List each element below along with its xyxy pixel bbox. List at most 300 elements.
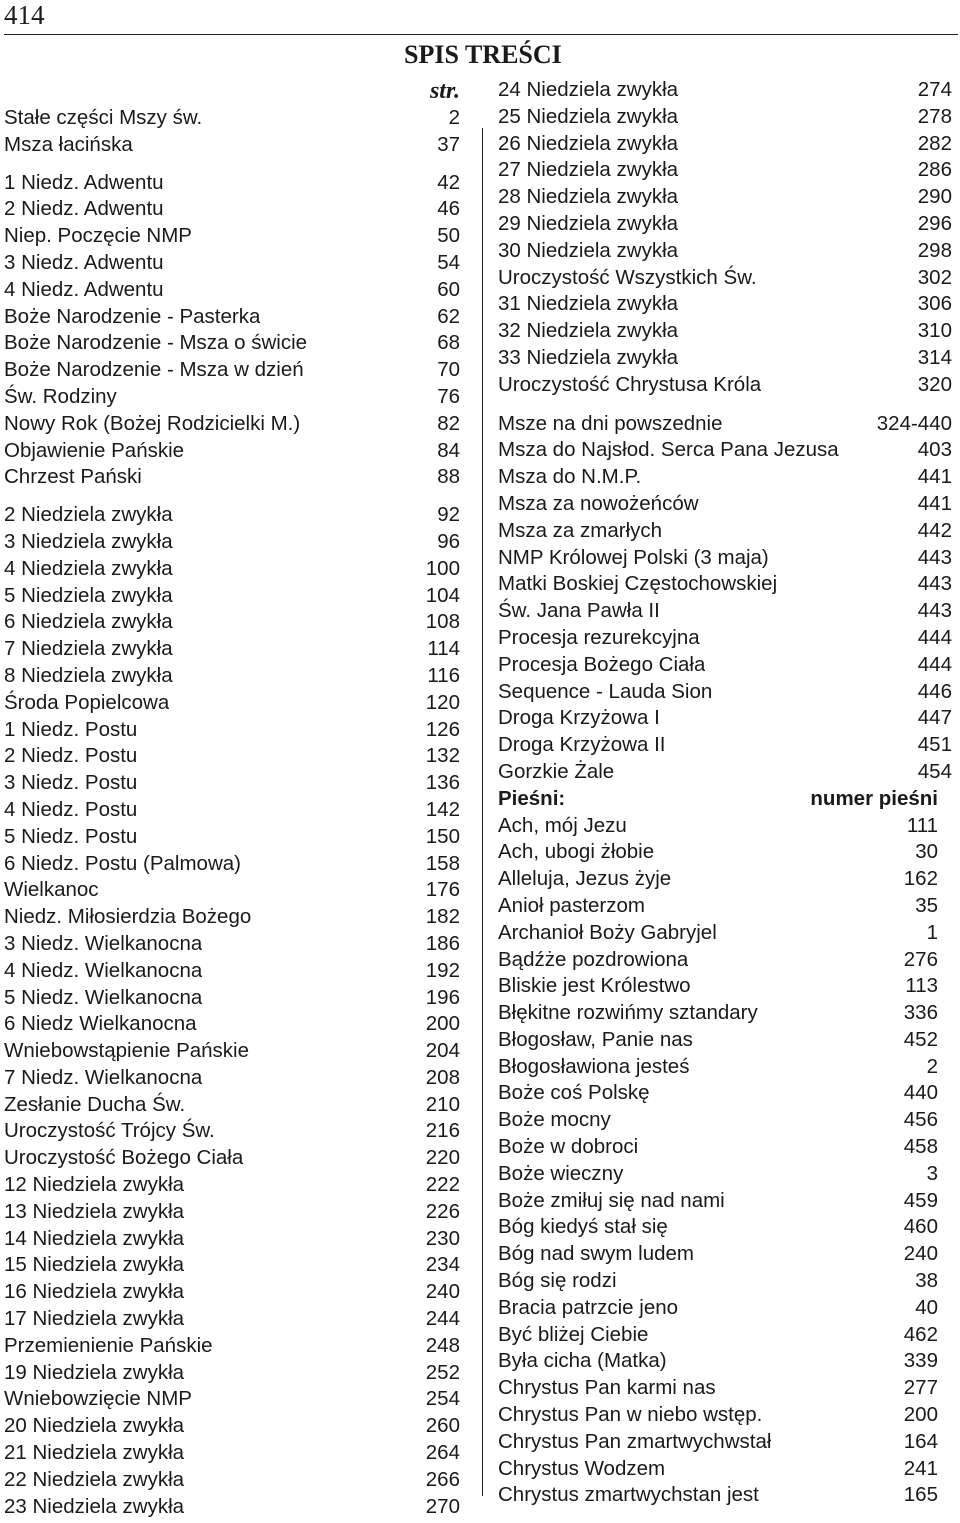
entry-page: 38 [915, 1269, 938, 1293]
toc-entry [498, 345, 952, 372]
song-entry [498, 1295, 952, 1322]
entry-page: 196 [425, 985, 460, 1009]
entry-title: Boże Narodzenie - Pasterka [4, 304, 261, 328]
song-entry [498, 1080, 952, 1107]
toc-entry [498, 437, 952, 464]
entry-page: 162 [903, 867, 938, 891]
toc-entry [4, 1038, 460, 1065]
entry-page: 446 [917, 679, 952, 703]
entry-page: 241 [903, 1456, 938, 1480]
song-entry [498, 1348, 952, 1375]
toc-entry [4, 636, 460, 663]
toc-entry [4, 1413, 460, 1440]
toc-entry [4, 529, 460, 556]
entry-page: 226 [425, 1199, 460, 1223]
entry-title: 5 Niedz. Wielkanocna [4, 985, 203, 1009]
entry-title: NMP Królowej Polski (3 maja) [498, 545, 769, 569]
entry-page: 248 [425, 1333, 460, 1357]
toc-entry [498, 705, 952, 732]
entry-page: 264 [425, 1441, 460, 1465]
entry-title: Chrystus Pan karmi nas [498, 1376, 716, 1400]
entry-page: 454 [917, 759, 952, 783]
song-entry [498, 839, 952, 866]
toc-group [4, 105, 460, 159]
entry-title: Boże wieczny [498, 1161, 624, 1185]
entry-title: 29 Niedziela zwykła [498, 211, 679, 235]
entry-page: 158 [425, 851, 460, 875]
entry-title: Wniebowstąpienie Pańskie [4, 1039, 249, 1063]
entry-title: 12 Niedziela zwykła [4, 1173, 185, 1197]
toc-entry [4, 717, 460, 744]
entry-page: 452 [903, 1027, 938, 1051]
entry-page: 1 [926, 920, 938, 944]
entry-page: 234 [425, 1253, 460, 1277]
toc-entry [4, 330, 460, 357]
song-entry [498, 1000, 952, 1027]
entry-title: Droga Krzyżowa II [498, 733, 666, 757]
toc-entry [4, 1306, 460, 1333]
entry-page: 314 [917, 345, 952, 369]
entry-title: Wniebowzięcie NMP [4, 1387, 192, 1411]
entry-page: 142 [425, 797, 460, 821]
entry-page: 444 [917, 652, 952, 676]
entry-title: Chrzest Pański [4, 465, 142, 489]
entry-title: Msza do Najsłod. Serca Pana Jezusa [498, 438, 839, 462]
song-entry [498, 1188, 952, 1215]
entry-page: 2 [448, 106, 460, 129]
entry-title: Błogosław, Panie nas [498, 1027, 693, 1051]
entry-title: Sequence - Lauda Sion [498, 679, 713, 703]
entry-title: Chrystus Wodzem [498, 1456, 666, 1480]
toc-entry [498, 411, 952, 438]
column-divider [482, 128, 483, 1496]
entry-page: 113 [905, 974, 938, 998]
entry-page: 210 [425, 1092, 460, 1116]
toc-entry [4, 904, 460, 931]
toc-entry [498, 464, 952, 491]
entry-title: 2 Niedz. Postu [4, 744, 138, 768]
entry-page: 276 [903, 947, 938, 971]
entry-title: Procesja rezurekcyjna [498, 625, 700, 649]
entry-page: 274 [917, 78, 952, 101]
entry-title: 6 Niedz Wielkanocna [4, 1012, 197, 1036]
entry-page: 443 [917, 572, 952, 596]
toc-group [4, 170, 460, 492]
entry-title: 33 Niedziela zwykła [498, 345, 679, 369]
song-entry [498, 920, 952, 947]
songs-header-label: Pieśni: [498, 786, 566, 810]
entry-page: 447 [917, 706, 952, 730]
entry-page: 76 [437, 384, 460, 408]
entry-title: 6 Niedz. Postu (Palmowa) [4, 851, 241, 875]
toc-entry [4, 1011, 460, 1038]
toc-entry [4, 464, 460, 491]
entry-title: Przemienienie Pańskie [4, 1333, 213, 1357]
toc-entry [4, 1092, 460, 1119]
entry-title: 4 Niedziela zwykła [4, 556, 173, 580]
entry-page: 443 [917, 545, 952, 569]
entry-page: 216 [425, 1119, 460, 1143]
entry-page: 70 [437, 358, 460, 382]
entry-title: Msza łacińska [4, 132, 133, 156]
entry-title: Gorzkie Żale [498, 759, 615, 783]
toc-left-column [4, 105, 460, 1520]
toc-entry [498, 238, 952, 265]
toc-entry [4, 743, 460, 770]
entry-title: 21 Niedziela zwykła [4, 1441, 185, 1465]
toc-entry [498, 545, 952, 572]
entry-title: Wielkanoc [4, 878, 99, 902]
toc-entry [4, 1440, 460, 1467]
toc-entry [4, 663, 460, 690]
song-entry [498, 1482, 952, 1509]
entry-title: Msze na dni powszednie [498, 411, 723, 435]
toc-entry [4, 1252, 460, 1279]
entry-page: 176 [425, 878, 460, 902]
entry-page: 54 [437, 250, 460, 274]
toc-entry [4, 1118, 460, 1145]
entry-title: Uroczystość Bożego Ciała [4, 1146, 244, 1170]
entry-title: Matki Boskiej Częstochowskiej [498, 572, 778, 596]
entry-page: 222 [425, 1173, 460, 1197]
entry-page: 50 [437, 224, 460, 248]
entry-page: 456 [903, 1108, 938, 1132]
toc-entry [498, 759, 952, 786]
toc-entry [498, 184, 952, 211]
entry-title: Anioł pasterzom [498, 893, 645, 917]
song-entry [498, 1402, 952, 1429]
entry-page: 252 [425, 1360, 460, 1384]
toc-entry [4, 1199, 460, 1226]
entry-title: 3 Niedz. Postu [4, 771, 138, 795]
entry-title: 31 Niedziela zwykła [498, 292, 679, 316]
entry-title: Bóg nad swym ludem [498, 1242, 694, 1266]
entry-title: 8 Niedziela zwykła [4, 663, 173, 687]
entry-page: 277 [903, 1376, 938, 1400]
entry-title: Uroczystość Wszystkich Św. [498, 265, 757, 289]
song-entry [498, 1134, 952, 1161]
toc-right-column [498, 77, 952, 1509]
entry-page: 440 [903, 1081, 938, 1105]
entry-title: 13 Niedziela zwykła [4, 1199, 185, 1223]
header-rule [4, 34, 958, 35]
entry-page: 108 [425, 610, 460, 634]
toc-entry [498, 679, 952, 706]
entry-title: Środa Popielcowa [4, 690, 170, 714]
entry-page: 100 [425, 556, 460, 580]
entry-title: Błękitne rozwińmy sztandary [498, 1001, 758, 1025]
toc-entry [498, 131, 952, 158]
entry-page: 460 [903, 1215, 938, 1239]
entry-page: 204 [425, 1039, 460, 1063]
entry-title: 20 Niedziela zwykła [4, 1414, 185, 1438]
entry-page: 270 [425, 1494, 460, 1518]
entry-title: 3 Niedz. Wielkanocna [4, 931, 203, 955]
toc-entry [498, 372, 952, 399]
page-number: 414 [4, 0, 45, 30]
entry-title: 1 Niedz. Postu [4, 717, 138, 741]
entry-title: 2 Niedz. Adwentu [4, 197, 164, 221]
entry-page: 324-440 [876, 411, 952, 435]
toc-entry [4, 985, 460, 1012]
entry-title: Boże mocny [498, 1108, 611, 1132]
entry-title: 4 Niedz. Wielkanocna [4, 958, 203, 982]
entry-title: Boże zmiłuj się nad nami [498, 1188, 725, 1212]
entry-page: 3 [926, 1161, 938, 1185]
entry-title: Stałe części Mszy św. [4, 106, 203, 129]
toc-entry [4, 770, 460, 797]
entry-page: 282 [917, 131, 952, 155]
entry-title: Msza do N.M.P. [498, 465, 642, 489]
entry-page: 82 [437, 411, 460, 435]
entry-page: 240 [425, 1280, 460, 1304]
toc-entry [498, 104, 952, 131]
entry-page: 182 [425, 905, 460, 929]
page-column-label: str. [429, 78, 460, 104]
entry-title: Objawienie Pańskie [4, 438, 185, 462]
entry-title: Bóg kiedyś stał się [498, 1215, 668, 1239]
song-entry [498, 866, 952, 893]
toc-entry [4, 851, 460, 878]
entry-page: 240 [903, 1242, 938, 1266]
toc-entry [498, 291, 952, 318]
entry-title: Św. Rodziny [4, 384, 117, 408]
entry-page: 254 [425, 1387, 460, 1411]
entry-title: Być bliżej Ciebie [498, 1322, 649, 1346]
entry-title: 27 Niedziela zwykła [498, 158, 679, 182]
entry-title: Procesja Bożego Ciała [498, 652, 706, 676]
entry-page: 84 [437, 438, 460, 462]
entry-page: 230 [425, 1226, 460, 1250]
entry-title: 16 Niedziela zwykła [4, 1280, 185, 1304]
song-entry [498, 1214, 952, 1241]
song-entry [498, 973, 952, 1000]
song-entry [498, 1027, 952, 1054]
toc-entry [4, 132, 460, 159]
entry-page: 444 [917, 625, 952, 649]
entry-page: 37 [437, 132, 460, 156]
song-entry [498, 1375, 952, 1402]
toc-entry [4, 1333, 460, 1360]
entry-page: 111 [906, 813, 938, 837]
toc-entry [4, 1279, 460, 1306]
entry-page: 96 [437, 529, 460, 553]
toc-group [498, 77, 952, 399]
toc-entry [498, 518, 952, 545]
toc-entry [4, 196, 460, 223]
entry-title: 5 Niedz. Postu [4, 824, 138, 848]
entry-page: 114 [427, 637, 460, 661]
entry-page: 42 [437, 170, 460, 194]
entry-page: 310 [917, 319, 952, 343]
song-entry [498, 947, 952, 974]
toc-entry [498, 652, 952, 679]
song-entry [498, 893, 952, 920]
entry-title: Nowy Rok (Bożej Rodzicielki M.) [4, 411, 301, 435]
entry-page: 208 [425, 1065, 460, 1089]
song-entry [498, 1268, 952, 1295]
entry-page: 260 [425, 1414, 460, 1438]
songs-number-header: numer pieśni [810, 786, 938, 810]
entry-page: 459 [903, 1188, 938, 1212]
entry-title: Była cicha (Matka) [498, 1349, 667, 1373]
entry-title: 17 Niedziela zwykła [4, 1307, 185, 1331]
entry-page: 441 [917, 491, 952, 515]
entry-page: 298 [917, 238, 952, 262]
entry-page: 339 [903, 1349, 938, 1373]
toc-entry [498, 157, 952, 184]
toc-entry [498, 211, 952, 238]
entry-page: 150 [425, 824, 460, 848]
toc-entry [4, 170, 460, 197]
entry-title: Uroczystość Trójcy Św. [4, 1119, 215, 1143]
entry-page: 46 [437, 197, 460, 221]
toc-entry [4, 877, 460, 904]
entry-title: 1 Niedz. Adwentu [4, 170, 164, 194]
entry-page: 296 [917, 211, 952, 235]
toc-entry [4, 1065, 460, 1092]
toc-entry [4, 1494, 460, 1521]
toc-group [4, 502, 460, 1520]
entry-title: 4 Niedz. Postu [4, 797, 138, 821]
song-entry [498, 1241, 952, 1268]
songs-section [498, 786, 952, 1510]
entry-page: 442 [917, 518, 952, 542]
toc-entry [4, 1226, 460, 1253]
entry-title: 28 Niedziela zwykła [498, 185, 679, 209]
entry-title: Błogosławiona jesteś [498, 1054, 690, 1078]
entry-title: 22 Niedziela zwykła [4, 1467, 185, 1491]
entry-title: Msza za nowożeńców [498, 491, 699, 515]
entry-page: 62 [437, 304, 460, 328]
entry-title: 5 Niedziela zwykła [4, 583, 173, 607]
entry-title: 7 Niedz. Wielkanocna [4, 1065, 203, 1089]
toc-entry [4, 1467, 460, 1494]
toc-entry [4, 411, 460, 438]
entry-page: 462 [903, 1322, 938, 1346]
entry-page: 451 [917, 733, 952, 757]
toc-entry [4, 1386, 460, 1413]
entry-title: Boże Narodzenie - Msza w dzień [4, 358, 304, 382]
entry-title: Zesłanie Ducha Św. [4, 1092, 186, 1116]
entry-title: Bracia patrzcie jeno [498, 1295, 679, 1319]
toc-entry [4, 1145, 460, 1172]
song-entry [498, 1107, 952, 1134]
entry-title: 19 Niedziela zwykła [4, 1360, 185, 1384]
entry-page: 126 [425, 717, 460, 741]
song-entry [498, 1054, 952, 1081]
entry-title: Boże w dobroci [498, 1135, 639, 1159]
entry-title: Bliskie jest Królestwo [498, 974, 691, 998]
toc-entry [4, 690, 460, 717]
toc-entry [4, 384, 460, 411]
entry-title: 15 Niedziela zwykła [4, 1253, 185, 1277]
toc-entry [4, 583, 460, 610]
toc-entry [4, 958, 460, 985]
entry-page: 136 [425, 771, 460, 795]
entry-title: Ach, mój Jezu [498, 813, 627, 837]
entry-page: 116 [427, 663, 460, 687]
entry-page: 443 [917, 599, 952, 623]
toc-entry [498, 77, 952, 104]
entry-page: 320 [917, 372, 952, 396]
entry-title: Ach, ubogi żłobie [498, 840, 655, 864]
toc-entry [498, 491, 952, 518]
toc-entry [4, 304, 460, 331]
songs-header [498, 786, 952, 813]
toc-entry [4, 1172, 460, 1199]
song-entry [498, 1161, 952, 1188]
entry-page: 35 [915, 893, 938, 917]
entry-title: 4 Niedz. Adwentu [4, 277, 164, 301]
entry-page: 200 [903, 1403, 938, 1427]
entry-page: 192 [425, 958, 460, 982]
entry-page: 165 [903, 1483, 938, 1507]
toc-entry [4, 1360, 460, 1387]
entry-title: Boże Narodzenie - Msza o świcie [4, 331, 308, 355]
toc-entry [4, 502, 460, 529]
toc-entry [498, 732, 952, 759]
song-entry [498, 1322, 952, 1349]
entry-page: 336 [903, 1001, 938, 1025]
toc-entry [498, 265, 952, 292]
entry-page: 30 [915, 840, 938, 864]
entry-title: Chrystus Pan w niebo wstęp. [498, 1403, 763, 1427]
entry-page: 88 [437, 465, 460, 489]
entry-title: Archanioł Boży Gabryjel [498, 920, 717, 944]
entry-title: Bądźże pozdrowiona [498, 947, 689, 971]
page-title: SPIS TREŚCI [404, 40, 562, 69]
entry-title: Niep. Poczęcie NMP [4, 224, 192, 248]
toc-entry [4, 357, 460, 384]
entry-title: Boże coś Polskę [498, 1081, 650, 1105]
entry-page: 278 [917, 104, 952, 128]
entry-page: 302 [917, 265, 952, 289]
entry-page: 60 [437, 277, 460, 301]
entry-page: 286 [917, 158, 952, 182]
entry-title: 24 Niedziela zwykła [498, 78, 679, 101]
toc-entry [498, 625, 952, 652]
entry-page: 120 [425, 690, 460, 714]
entry-title: Alleluja, Jezus żyje [498, 867, 672, 891]
entry-page: 2 [926, 1054, 938, 1078]
entry-title: 30 Niedziela zwykła [498, 238, 679, 262]
toc-entry [498, 598, 952, 625]
entry-title: 2 Niedziela zwykła [4, 503, 173, 527]
entry-page: 164 [903, 1429, 938, 1453]
entry-page: 104 [425, 583, 460, 607]
toc-entry [4, 609, 460, 636]
entry-page: 200 [425, 1012, 460, 1036]
entry-title: Chrystus Pan zmartwychwstał [498, 1429, 772, 1453]
toc-entry [4, 438, 460, 465]
entry-page: 186 [425, 931, 460, 955]
entry-title: 3 Niedz. Adwentu [4, 250, 164, 274]
entry-title: 14 Niedziela zwykła [4, 1226, 185, 1250]
entry-page: 403 [917, 438, 952, 462]
entry-title: Chrystus zmartwychstan jest [498, 1483, 759, 1507]
entry-page: 441 [917, 465, 952, 489]
entry-title: 7 Niedziela zwykła [4, 637, 173, 661]
entry-page: 220 [425, 1146, 460, 1170]
entry-page: 244 [425, 1307, 460, 1331]
entry-title: Uroczystość Chrystusa Króla [498, 372, 762, 396]
entry-title: Bóg się rodzi [498, 1269, 617, 1293]
song-entry [498, 813, 952, 840]
toc-entry [4, 824, 460, 851]
entry-title: Msza za zmarłych [498, 518, 663, 542]
toc-entry [4, 250, 460, 277]
